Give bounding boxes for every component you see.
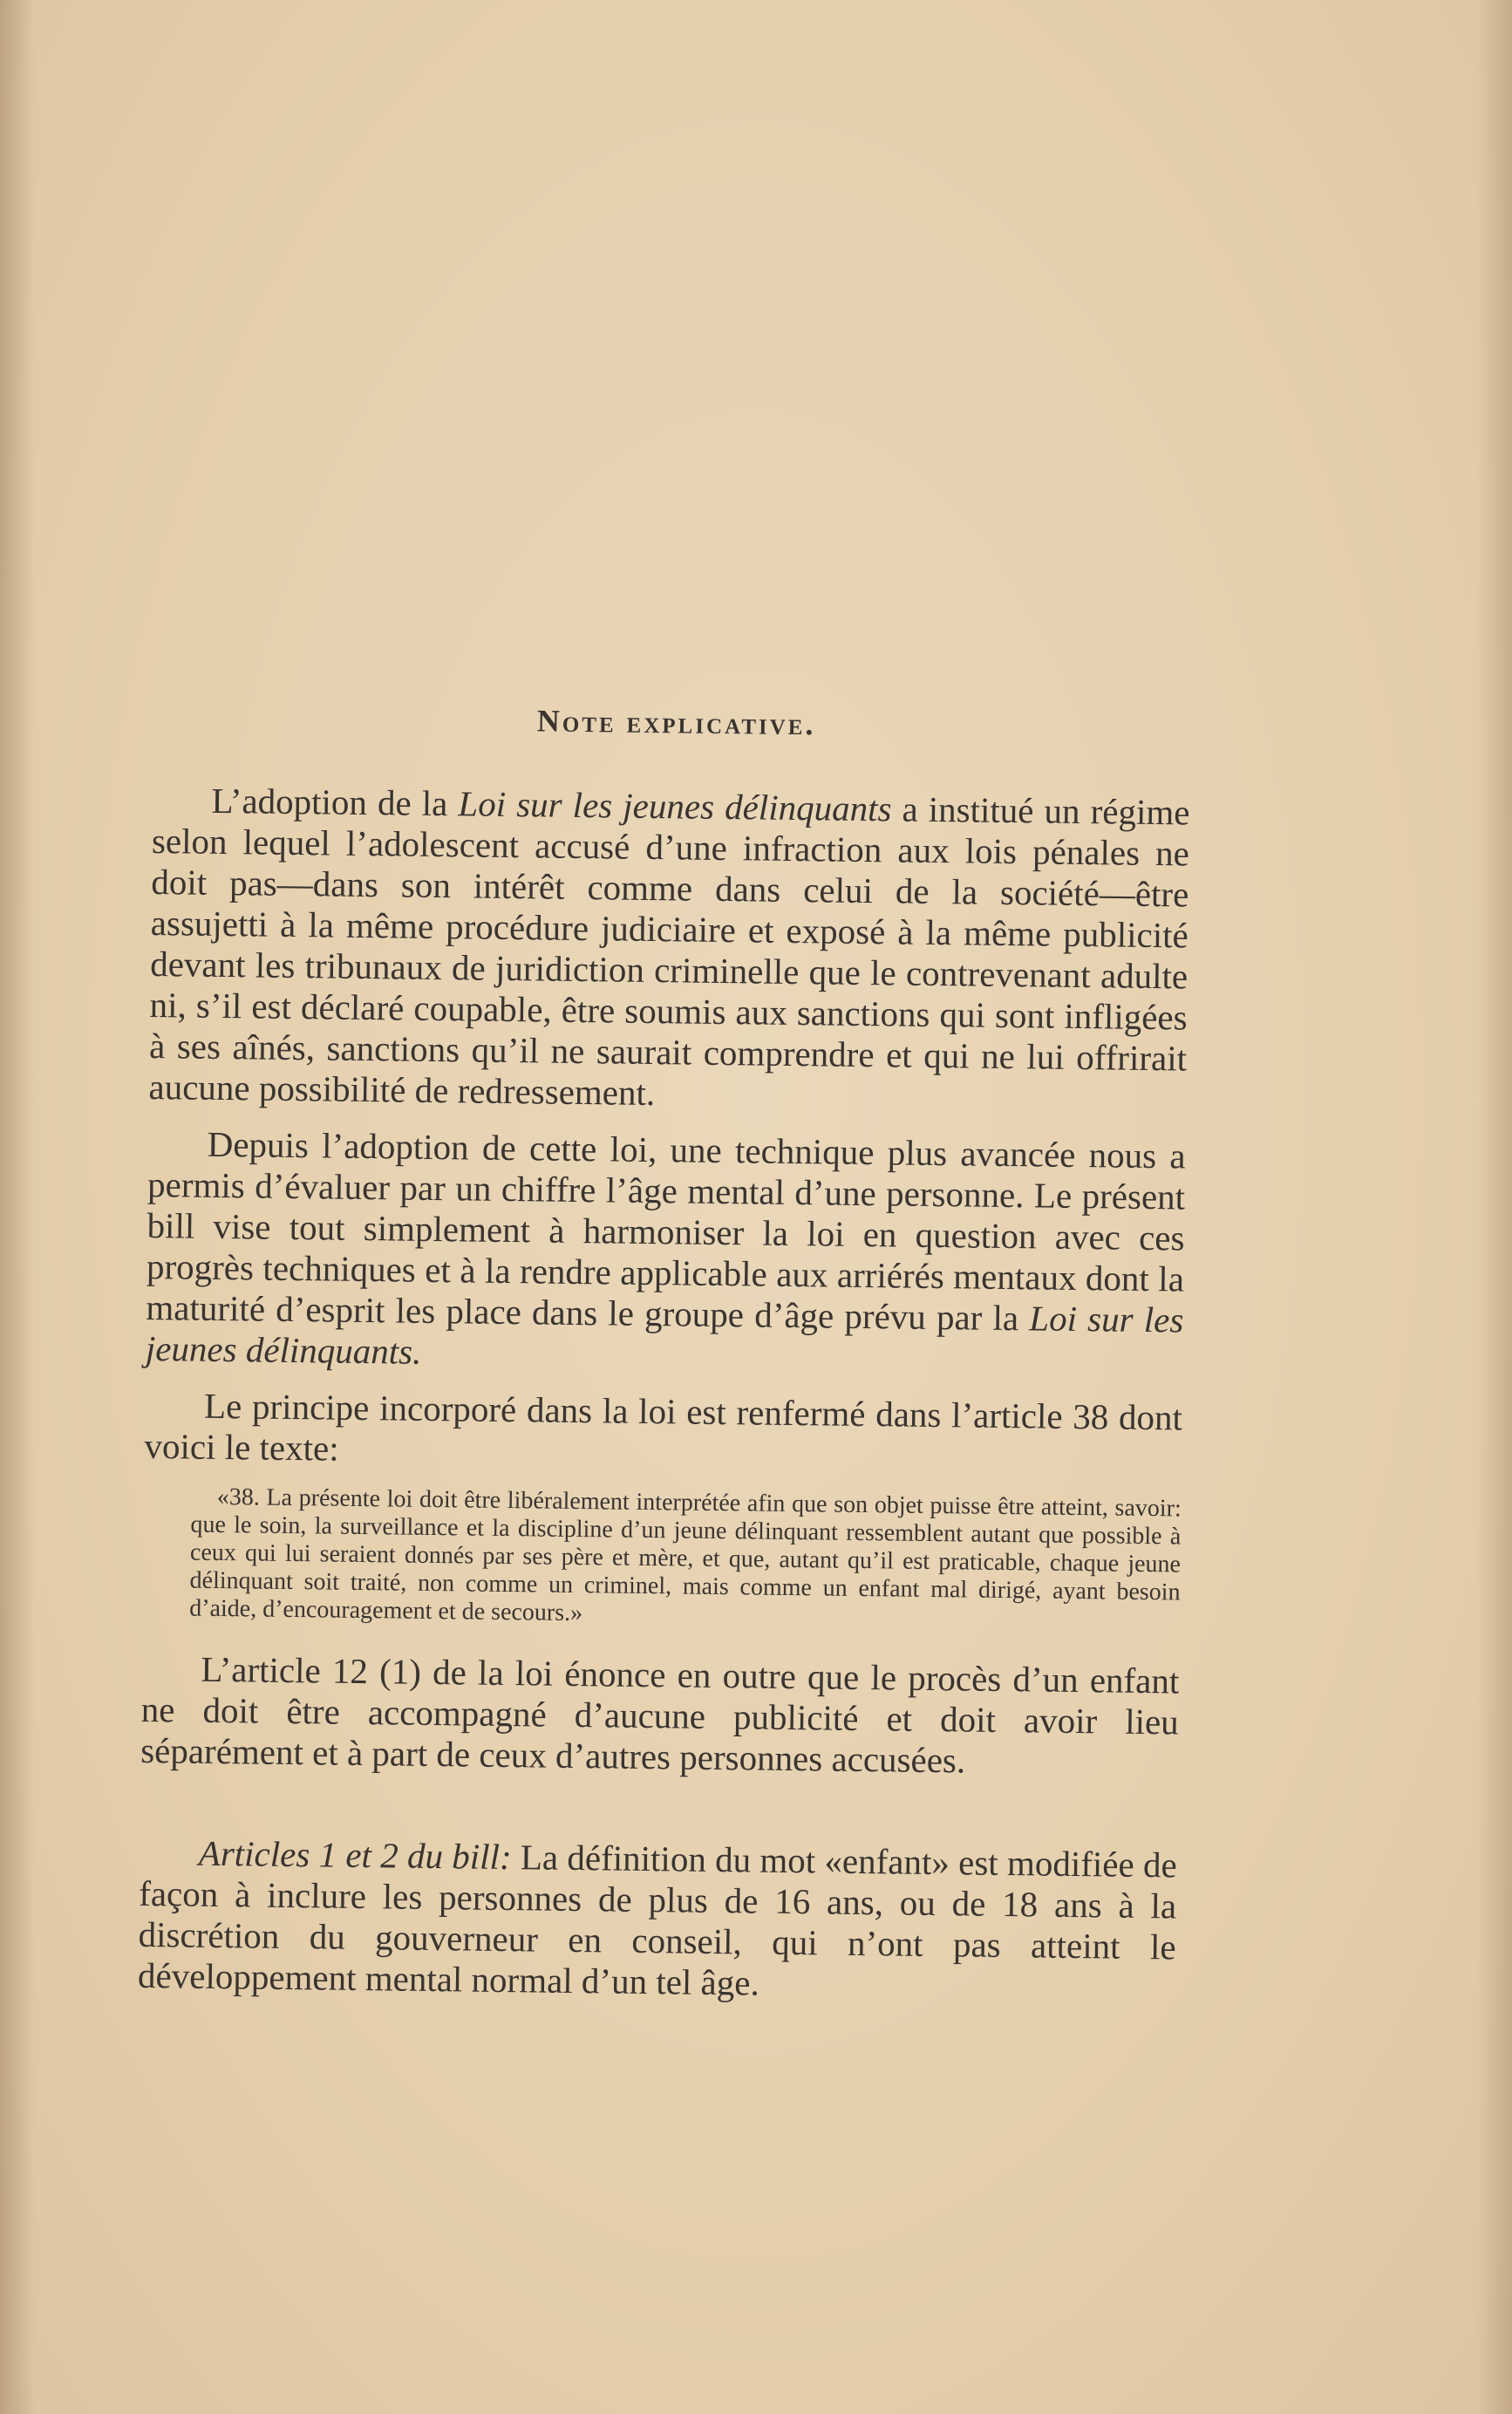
articles-label-italic: Articles 1 et 2 du bill: bbox=[198, 1832, 512, 1878]
paragraph-adoption-text-before: L’adoption de la bbox=[211, 780, 459, 824]
explanatory-note-body bbox=[138, 698, 1191, 2024]
page-edge-shadow-right bbox=[1477, 0, 1512, 2414]
paragraph-technique-text: Depuis l’adoption de cette loi, une technique plus avancée nous a permis d’évaluer par un chiffre l’âge mental d’une personne. Le présent bill vise tout simplement à harmoniser la loi en question avec ces progrès techniques et à la rendre applicable aux arriérés mentaux dont la maturité d’esprit les place dans le groupe d’âge prévu par la bbox=[146, 1123, 1186, 1339]
page-edge-shadow-left bbox=[0, 0, 35, 2414]
paragraph-technique bbox=[146, 1123, 1186, 1382]
paragraph-adoption-text-after: a institué un régime selon lequel l’adolescent accusé d’une infraction aux lois pénales ne doit pas—dans son intérêt comme dans celui de la société—être assujetti à la même procédure judiciaire et exposé à la même publicité devant les tribunaux de juridiction criminelle que le contrevenant adulte ni, s’il est déclaré coupable, être soumis aux sanctions qui sont infligées à ses aînés, sanctions qu’il ne saurait comprendre et qui ne lui offrirait aucune possibilité de redressement. bbox=[148, 788, 1190, 1114]
paragraph-articles-1-2 bbox=[138, 1832, 1177, 2009]
law-title-italic-2: Loi sur les jeunes délinquants. bbox=[145, 1298, 1184, 1372]
paragraph-principle: Le principe incorporé dans la loi est renfermé dans l’article 38 dont voici le texte: bbox=[144, 1385, 1183, 1469]
paragraph-article-12: L’article 12 (1) de la loi énonce en outre que le procès d’un enfant ne doit être accompagné d’aucune publicité et doit avoir lieu séparément et à part de ceux d’autres personnes accusées. bbox=[140, 1648, 1180, 1781]
paragraph-adoption bbox=[148, 780, 1190, 1121]
page-title: Note explicative. bbox=[536, 703, 816, 742]
article-38-quote: «38. La présente loi doit être libéralement interprétée afin que son objet puisse être atteint, savoir: que le soin, la surveillance et la discipline d’un jeune délinquant ressemblent autant que possible à ceux qui lui seraient donnés par ses père et mère, et que, autant qu’il est praticable, chaque jeune délinquant soit traité, non comme un criminel, mais comme un enfant mal dirigé, ayant besoin d’aide, d’encouragement et de secours.» bbox=[189, 1483, 1182, 1627]
paragraph-articles-text: La définition du mot «enfant» est modifiée de façon à inclure les personnes de plus de 16 ans, ou de 18 ans à la discrétion du gouverneur en conseil, qui n’ont pas atteint le développement mental normal d’un tel âge. bbox=[137, 1837, 1178, 2003]
law-title-italic: Loi sur les jeunes délinquants bbox=[458, 783, 892, 829]
